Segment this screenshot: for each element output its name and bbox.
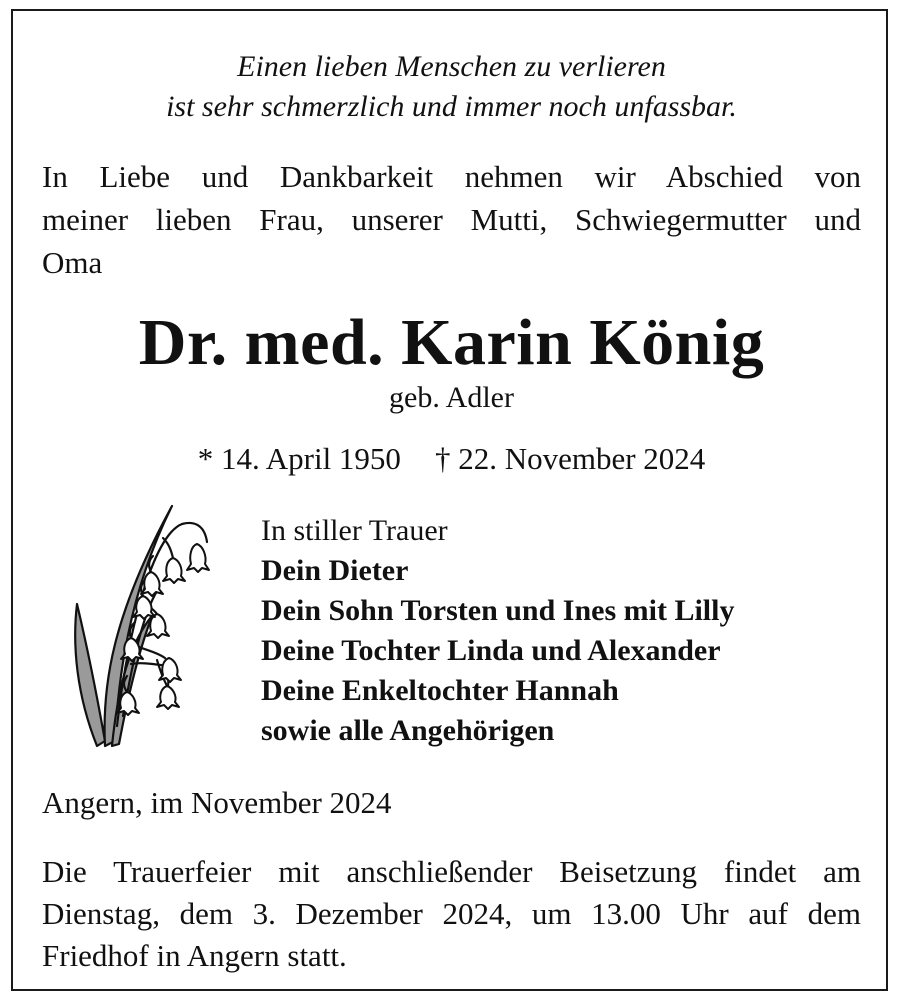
mourner-name: Dein Dieter xyxy=(261,554,409,587)
mourner-name: Dein Sohn Torsten und Ines mit Lilly xyxy=(261,594,735,627)
mourners-list xyxy=(261,511,861,751)
life-dates xyxy=(13,439,890,479)
memorial-motto xyxy=(13,47,890,127)
motto-line-2: ist sehr schmerzlich und immer noch unfassbar. xyxy=(166,90,737,123)
intro-paragraph xyxy=(42,155,861,284)
ceremony-paragraph xyxy=(42,851,861,977)
mourner-name: sowie alle Angehörigen xyxy=(261,714,555,747)
ceremony-line-1: Die Trauerfeier mit anschließender Beisetzung findet am xyxy=(42,854,861,889)
deceased-name: Dr. med. Karin König xyxy=(138,306,765,379)
place-and-date: Angern, im November 2024 xyxy=(42,785,392,820)
birth-date: * 14. April 1950 xyxy=(197,441,401,476)
death-date: † 22. November 2024 xyxy=(434,441,706,476)
intro-line-2: meiner lieben Frau, unserer Mutti, Schwiegermutter und xyxy=(42,202,861,237)
mourners-lead: In stiller Trauer xyxy=(261,514,448,547)
birth-name: geb. Adler xyxy=(389,381,514,414)
lily-of-the-valley-icon xyxy=(57,496,227,751)
intro-line-3: Oma xyxy=(42,245,103,280)
intro-line-1: In Liebe und Dankbarkeit nehmen wir Abschied von xyxy=(42,159,861,194)
mourner-name: Deine Enkeltochter Hannah xyxy=(261,674,619,707)
ceremony-line-2: Dienstag, dem 3. Dezember 2024, um 13.00 Uhr auf dem xyxy=(42,896,861,931)
mourner-name: Deine Tochter Linda und Alexander xyxy=(261,634,721,667)
obituary-notice xyxy=(11,9,888,991)
motto-line-1: Einen lieben Menschen zu verlieren xyxy=(237,50,666,83)
ceremony-line-3: Friedhof in Angern statt. xyxy=(42,938,347,973)
